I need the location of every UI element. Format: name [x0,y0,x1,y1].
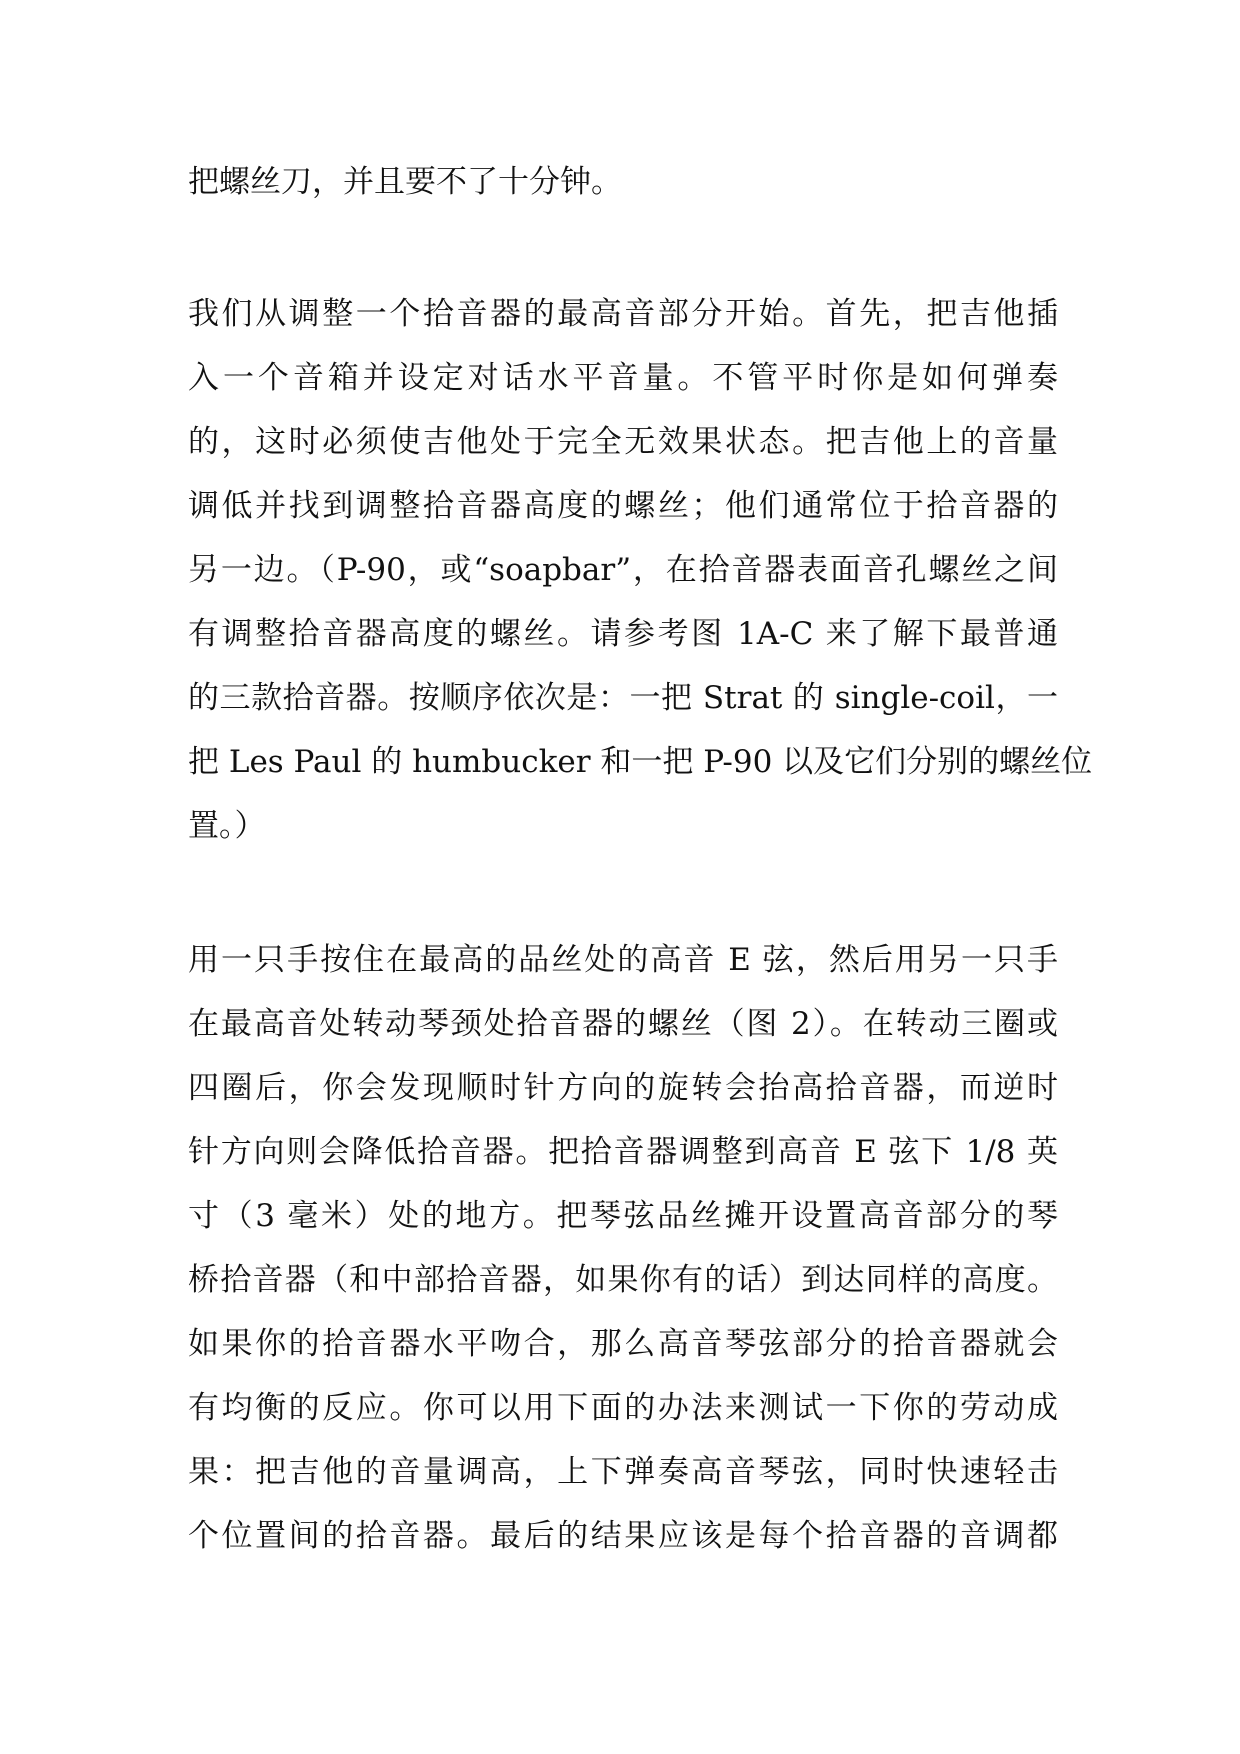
paragraph-line: 果：把吉他的音量调高，上下弹奏高音琴弦，同时快速轻击 [188,1454,1058,1490]
paragraph-line: 把螺丝刀，并且要不了十分钟。 [188,164,622,200]
paragraph-line: 我们从调整一个拾音器的最高音部分开始。首先，把吉他插 [188,296,1058,332]
paragraph-line: 用一只手按住在最高的品丝处的高音 E 弦，然后用另一只手 [188,942,1058,978]
paragraph-line: 的三款拾音器。按顺序依次是：一把 Strat 的 single-coil，一 [188,680,1058,716]
paragraph-line: 的，这时必须使吉他处于完全无效果状态。把吉他上的音量 [188,424,1058,460]
paragraph-line: 如果你的拾音器水平吻合，那么高音琴弦部分的拾音器就会 [188,1326,1058,1362]
paragraph-line: 针方向则会降低拾音器。把拾音器调整到高音 E 弦下 1/8 英 [188,1134,1058,1170]
paragraph-line: 另一边。（P-90，或“soapbar”，在拾音器表面音孔螺丝之间 [188,552,1058,588]
paragraph-line: 四圈后，你会发现顺时针方向的旋转会抬高拾音器，而逆时 [188,1070,1058,1106]
paragraph-line: 在最高音处转动琴颈处拾音器的螺丝（图 2）。在转动三圈或 [188,1006,1058,1042]
paragraph-line: 个位置间的拾音器。最后的结果应该是每个拾音器的音调都 [188,1518,1058,1554]
paragraph-line: 有调整拾音器高度的螺丝。请参考图 1A-C 来了解下最普通 [188,616,1058,652]
paragraph-line: 调低并找到调整拾音器高度的螺丝；他们通常位于拾音器的 [188,488,1058,524]
paragraph-line: 置。） [188,808,266,844]
paragraph-line: 入一个音箱并设定对话水平音量。不管平时你是如何弹奏 [188,360,1058,396]
paragraph-line: 有均衡的反应。你可以用下面的办法来测试一下你的劳动成 [188,1390,1058,1426]
paragraph-2 [188,282,1093,858]
paragraph-line: 寸（3 毫米）处的地方。把琴弦品丝摊开设置高音部分的琴 [188,1198,1058,1234]
paragraph-1 [188,150,1058,214]
paragraph-3 [188,928,1058,1568]
paragraph-line: 桥拾音器（和中部拾音器，如果你有的话）到达同样的高度。 [188,1262,1058,1298]
paragraph-line: 把 Les Paul 的 humbucker 和一把 P-90 以及它们分别的螺丝位 [188,744,1093,780]
